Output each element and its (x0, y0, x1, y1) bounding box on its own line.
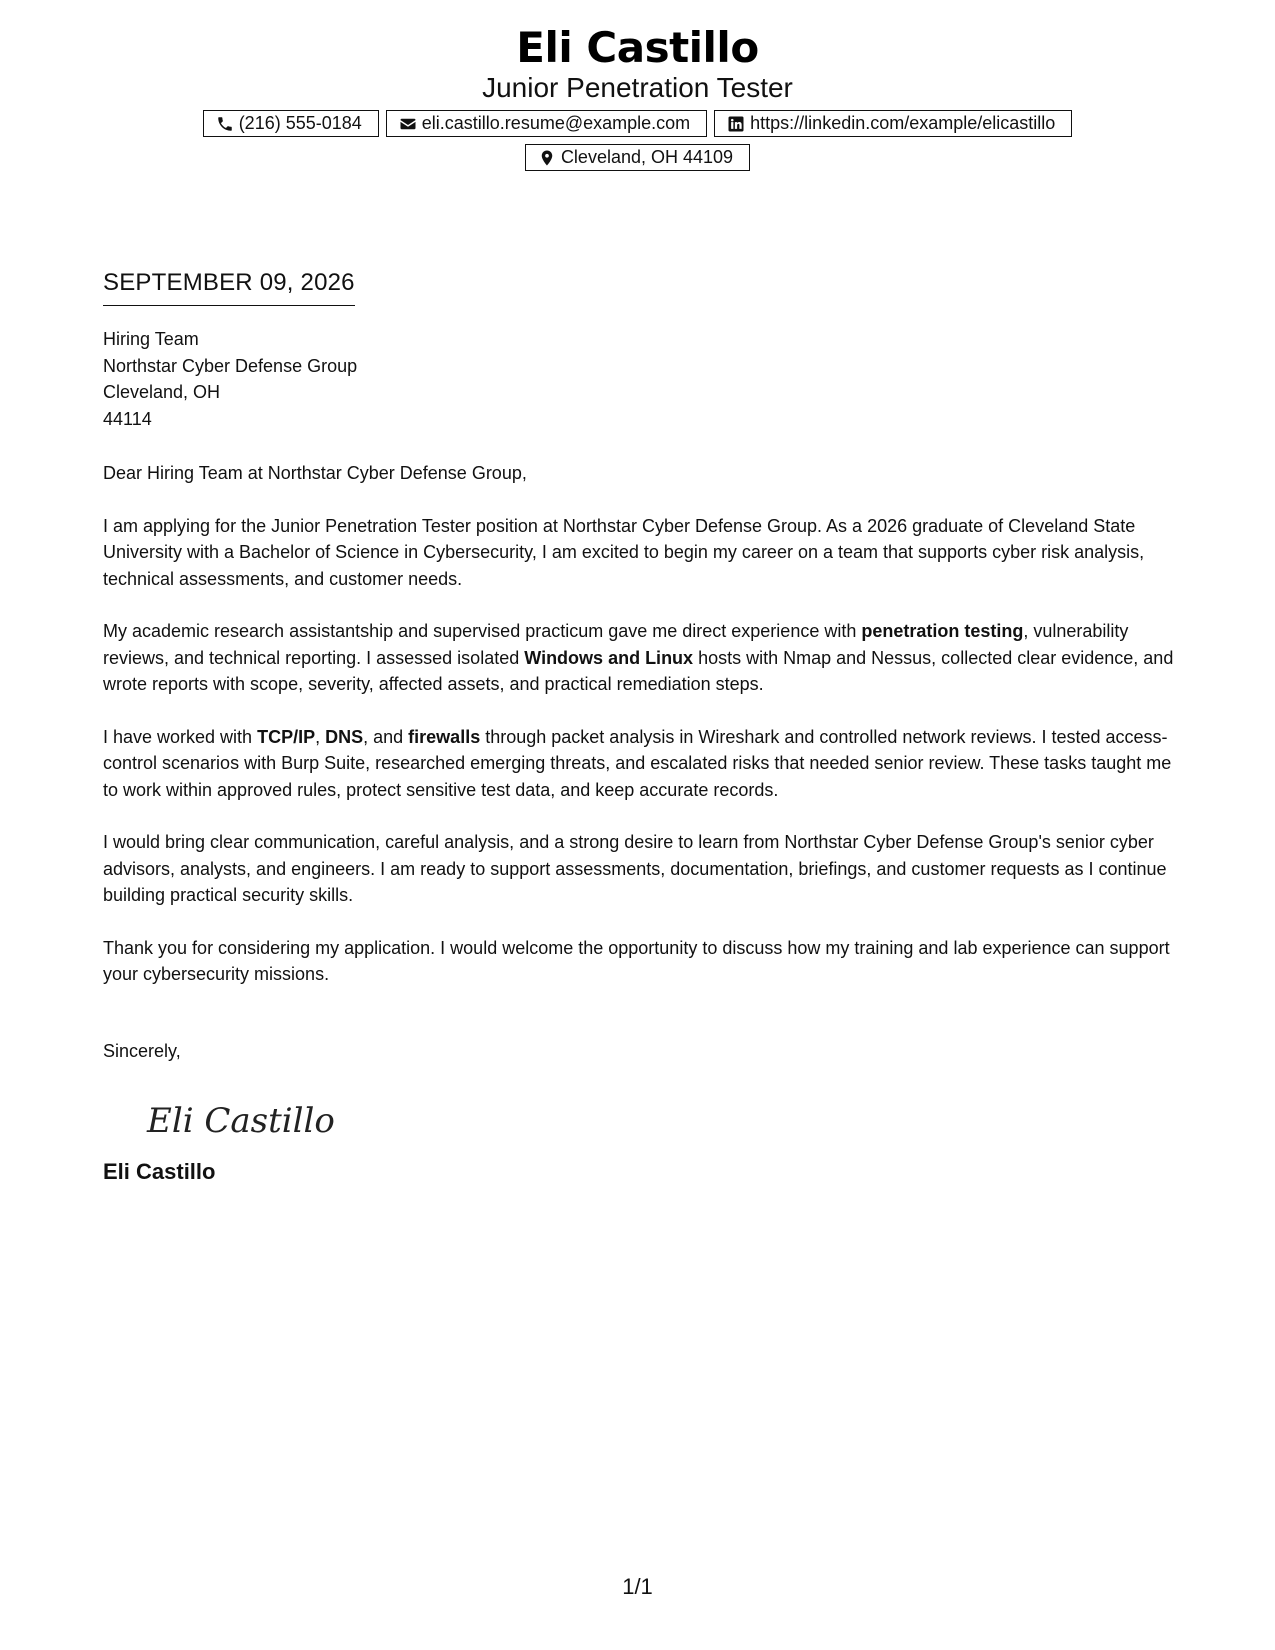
closing: Sincerely, (103, 1040, 181, 1061)
paragraph-text: I would bring clear communication, careful analysis, and a strong desire to learn from Northstar Cyber Defense Group's senior cyber advisors, analysts, and engineers. I am ready to support assessments, documentation, briefings, and customer requests as I continue building practical security skills. (103, 832, 1167, 905)
recipient-line: Northstar Cyber Defense Group (103, 355, 358, 376)
signature-script: Eli Castillo (147, 1101, 335, 1141)
location-chip (525, 144, 750, 171)
linkedin-chip (714, 110, 1072, 137)
paragraph-text: , (315, 726, 326, 747)
map-marker-icon (538, 149, 556, 167)
letter-body (103, 268, 1178, 1186)
envelope-icon (399, 115, 417, 133)
phone-icon (216, 115, 234, 133)
recipient-line: 44114 (103, 408, 152, 429)
phone-chip (203, 110, 379, 137)
salutation: Dear Hiring Team at Northstar Cyber Defense Group, (103, 463, 527, 483)
paragraph-text: I am applying for the Junior Penetration Tester position at Northstar Cyber Defense Group. As a 2026 graduate of Cleveland State University with a Bachelor of Science in Cybersecurity, I am excited to begin my career on a team that supports cyber risk analysis, technical assessments, and customer needs. (103, 515, 1145, 589)
letter-date: SEPTEMBER 09, 2026 (103, 268, 355, 306)
emphasized-text: TCP/IP (257, 726, 316, 747)
emphasized-text: DNS (325, 726, 364, 747)
linkedin-icon (727, 115, 745, 133)
recipient-line: Cleveland, OH (103, 382, 221, 402)
applicant-name: Eli Castillo (516, 23, 759, 72)
signed-name: Eli Castillo (103, 1159, 216, 1184)
paragraph-text: , and (363, 726, 409, 747)
contact-row-primary (0, 110, 1275, 137)
body-paragraph (103, 618, 1178, 698)
paragraph-text: , vulnerability reviews, and technical reporting. I assessed isolated (103, 621, 1129, 668)
paragraph-text: Thank you for considering my application. I would welcome the opportunity to discuss how my training and lab experience can support your cybersecurity missions. (103, 937, 1170, 984)
email-text: eli.castillo.resume@example.com (421, 113, 691, 133)
signature-image (143, 1094, 1178, 1142)
email-chip (386, 110, 707, 137)
contact-row-secondary (0, 144, 1275, 171)
emphasized-text: penetration testing (861, 621, 1024, 641)
emphasized-text: Windows and Linux (524, 647, 694, 668)
letter-paragraphs (103, 513, 1178, 988)
location-text: Cleveland, OH 44109 (560, 147, 734, 167)
paragraph-text: hosts with Nmap and Nessus, collected clear evidence, and wrote reports with scope, severity, affected assets, and practical remediation steps. (103, 647, 1174, 694)
body-paragraph (103, 935, 1178, 988)
applicant-title: Junior Penetration Tester (482, 72, 793, 103)
paragraph-text: I have worked with (103, 726, 258, 747)
body-paragraph (103, 513, 1178, 593)
body-paragraph (103, 829, 1178, 909)
emphasized-text: firewalls (408, 726, 481, 747)
phone-text: (216) 555-0184 (238, 113, 362, 133)
recipient-block (103, 326, 1178, 432)
paragraph-text: My academic research assistantship and supervised practicum gave me direct experience with (103, 621, 862, 641)
letter-header (0, 22, 1275, 171)
page-indicator: 1/1 (622, 1574, 653, 1599)
recipient-line: Hiring Team (103, 329, 199, 349)
linkedin-text: https://linkedin.com/example/elicastillo (750, 113, 1056, 133)
body-paragraph (103, 724, 1178, 804)
paragraph-text: through packet analysis in Wireshark and controlled network reviews. I tested access-control scenarios with Burp Suite, researched emerging threats, and escalated risks that needed senior review. These tasks taught me to work within approved rules, protect sensitive test data, and keep accurate records. (103, 726, 1172, 800)
